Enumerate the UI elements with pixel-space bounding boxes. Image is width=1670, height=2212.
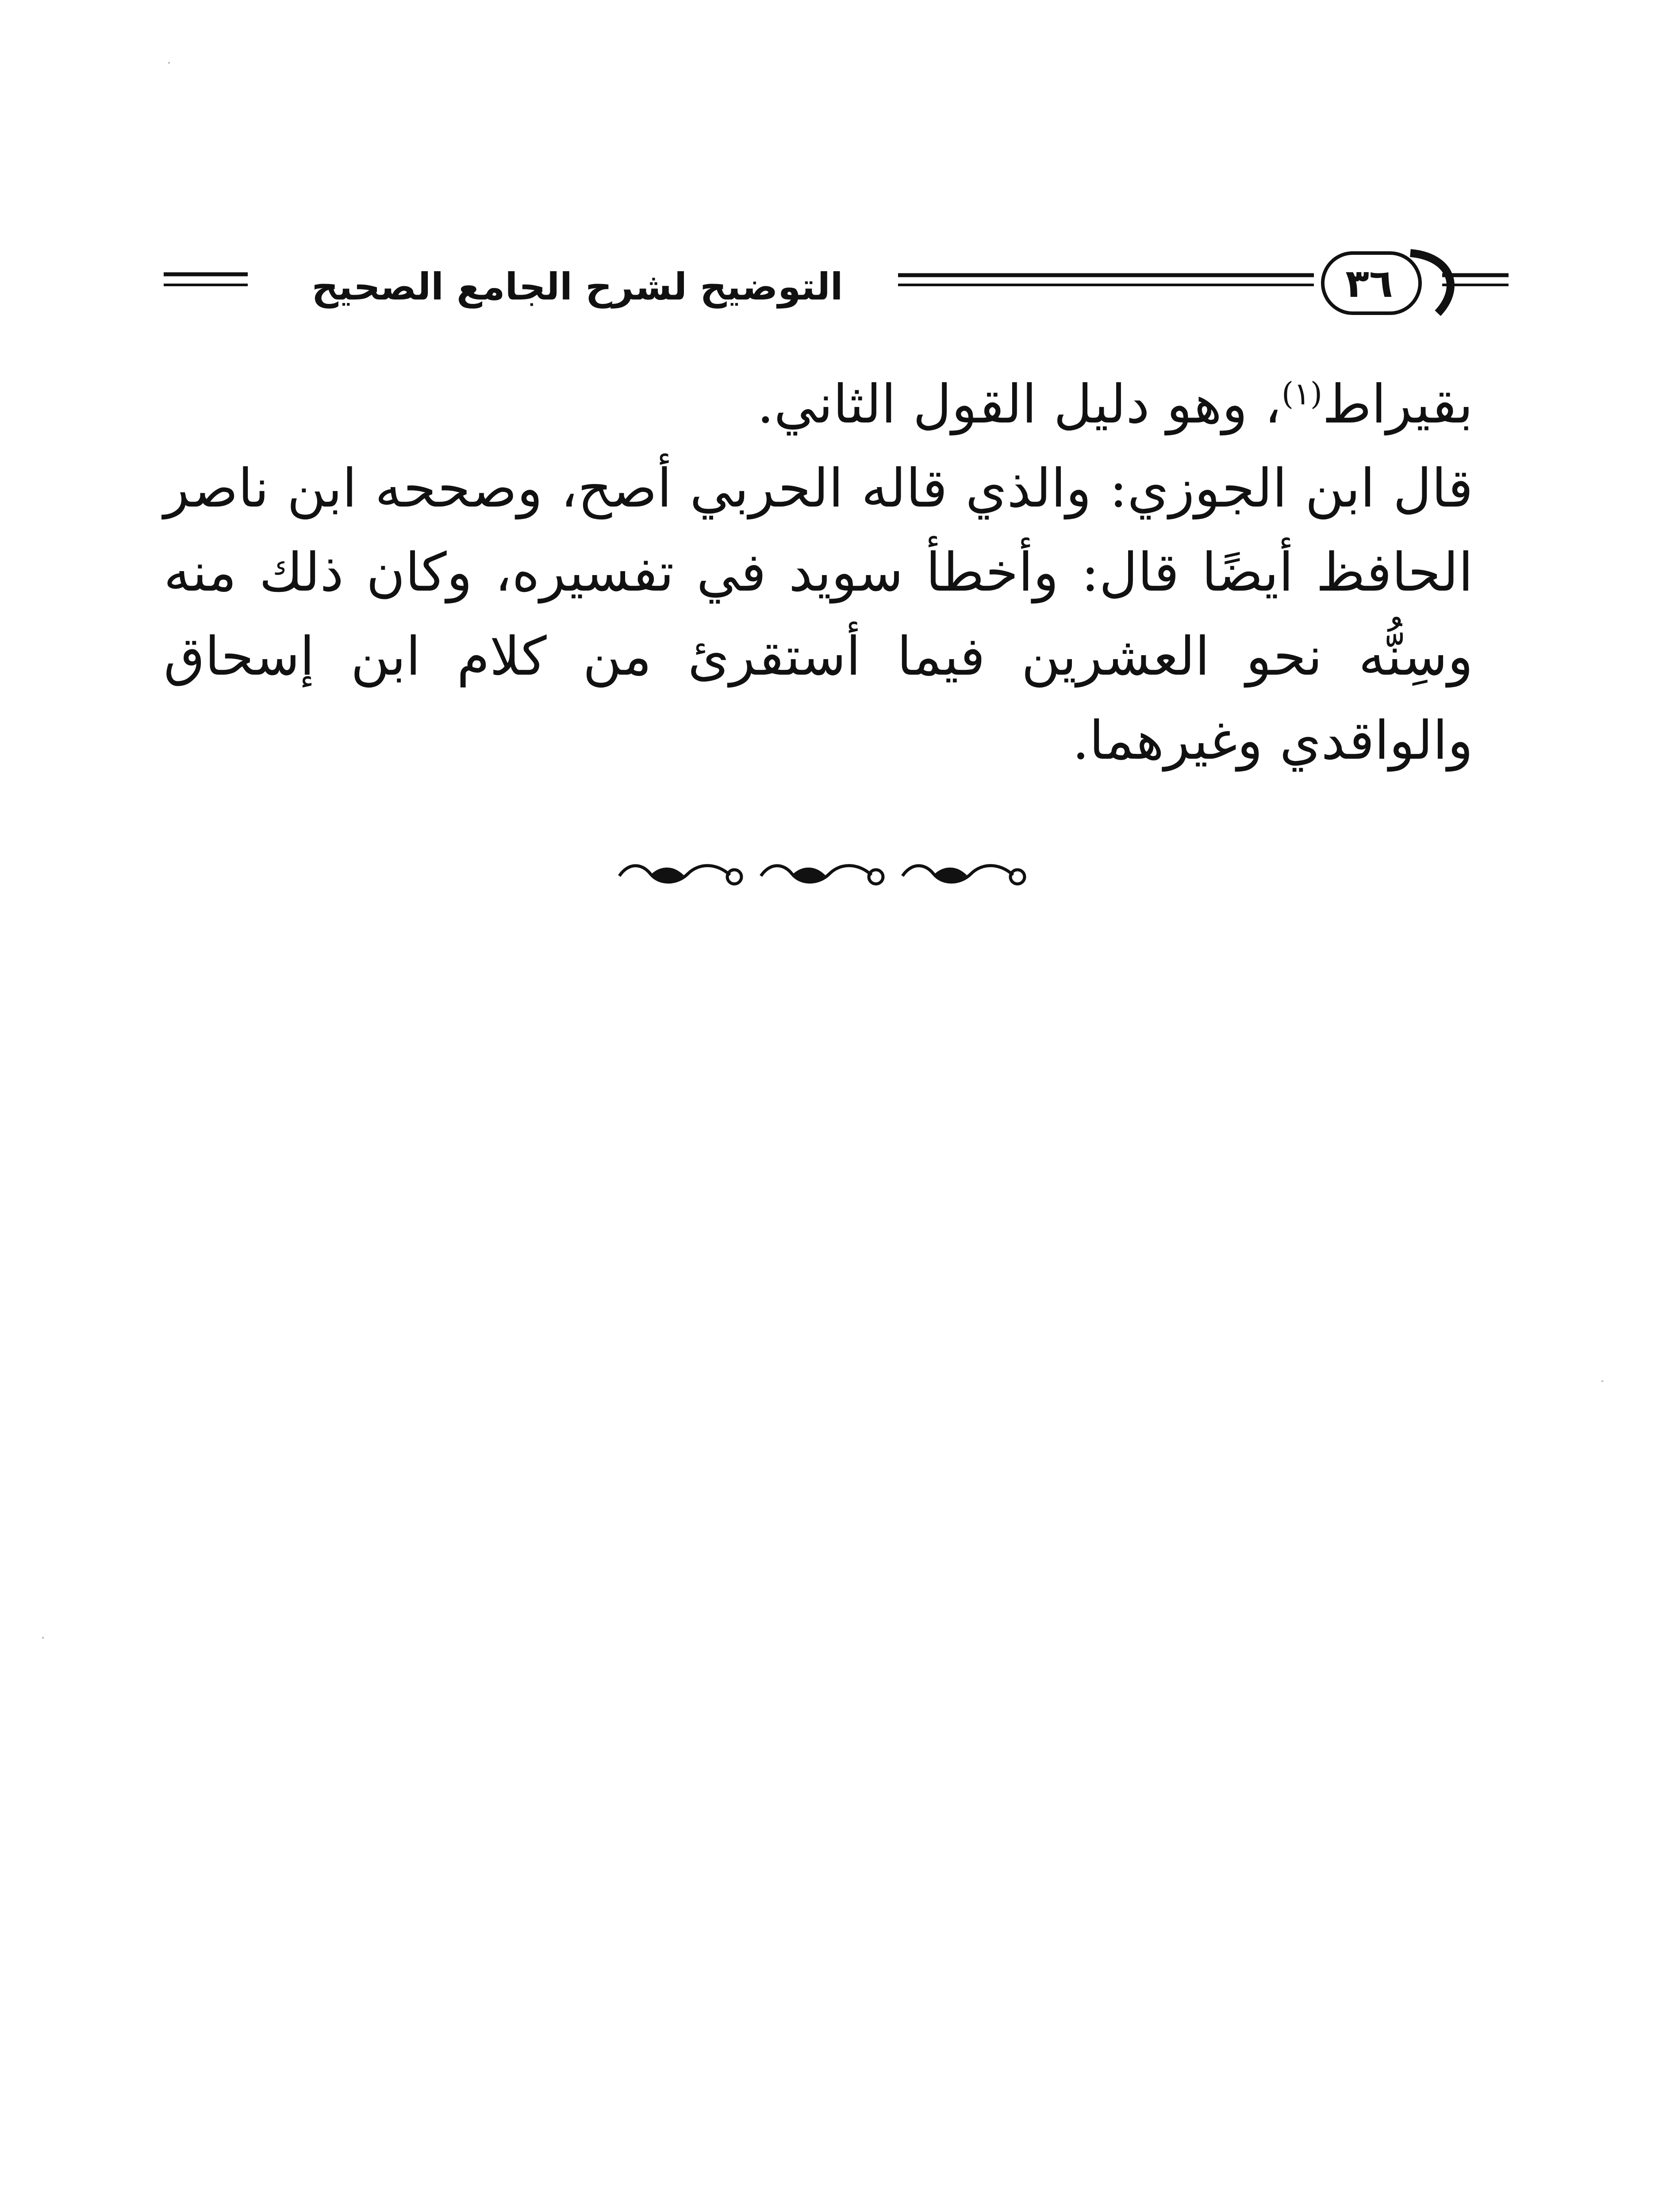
footnote-marker-1[interactable]: (١)	[1281, 376, 1323, 412]
paragraph-1-rest: ، وهو دليل القول الثاني.	[757, 374, 1282, 435]
section-divider-ornament	[610, 849, 1031, 898]
paragraph-1-text: بقيراط	[1322, 374, 1473, 435]
scan-speck	[42, 1637, 44, 1639]
paragraph-1	[164, 363, 1473, 447]
scan-speck	[1601, 1380, 1603, 1382]
running-header	[146, 248, 1522, 319]
scan-speck	[168, 62, 170, 64]
main-text	[164, 363, 1473, 783]
header-title: التوضيح لشرح الجامع الصحيح	[265, 260, 889, 313]
page-number: ٣٦	[1345, 261, 1393, 306]
paragraph-2: قال ابن الجوزي: والذي قاله الحربي أصح، وصححه ابن ناصر الحافظ أيضًا قال: وأخطأ سويد في تفسيره، وكان ذلك منه وسِنُّه نحو العشرين فيما أستقرئ من كلام ابن إسحاق والواقدي وغيرهما.	[164, 458, 1473, 772]
